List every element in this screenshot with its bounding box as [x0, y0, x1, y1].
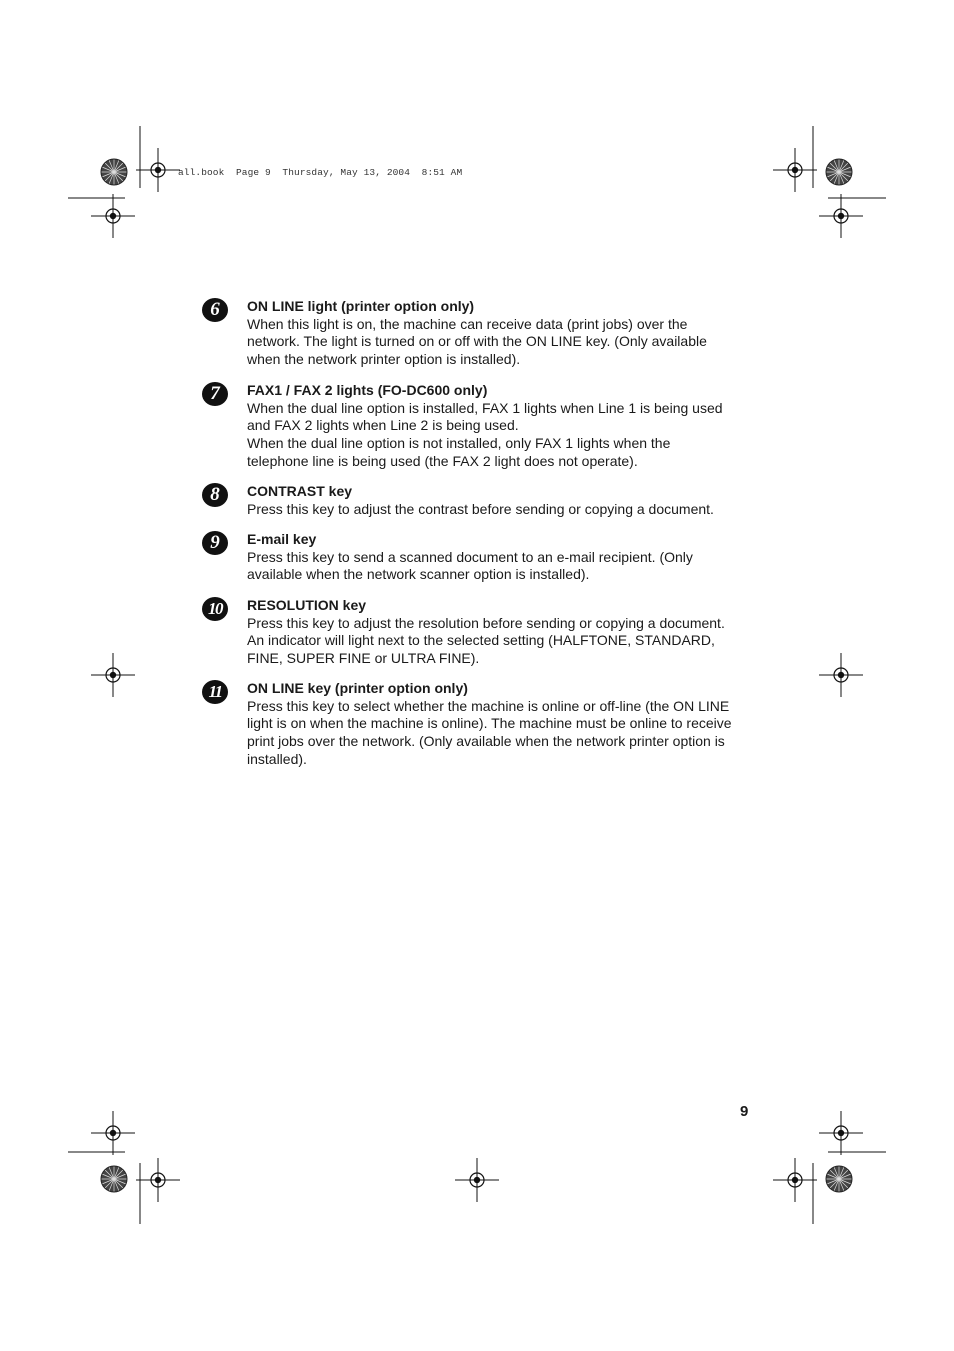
section-title: FAX1 / FAX 2 lights (FO-DC600 only)	[247, 382, 488, 398]
section-email-key	[202, 531, 747, 584]
section-title: CONTRAST key	[247, 483, 353, 499]
number-badge: 10	[202, 597, 228, 621]
body-line: An indicator will light next to the selected setting (HALFTONE, STANDARD,	[247, 632, 715, 649]
section-title: RESOLUTION key	[247, 597, 367, 613]
body-line: Press this key to adjust the contrast before sending or copying a document.	[247, 500, 714, 517]
body-line: installed).	[247, 750, 307, 767]
body-line: FINE, SUPER FINE or ULTRA FINE).	[247, 650, 480, 667]
body-line: When the dual line option is installed, FAX 1 lights when Line 1 is being used	[247, 399, 723, 416]
number-badge: 7	[202, 382, 228, 406]
body-line: print jobs over the network. (Only available when the network printer option is	[247, 733, 725, 750]
section-title: ON LINE light (printer option only)	[247, 298, 475, 314]
body-line: network. The light is turned on or off with the ON LINE key. (Only available	[247, 333, 707, 350]
body-line: Press this key to send a scanned document to an e-mail recipient. (Only	[247, 548, 693, 565]
body-line: When the dual line option is not installed, only FAX 1 lights when the	[247, 435, 671, 452]
number-badge: 8	[202, 483, 228, 507]
body-line: when the network printer option is installed).	[247, 351, 521, 368]
section-online-light	[202, 298, 747, 369]
body-line: When this light is on, the machine can receive data (print jobs) over the	[247, 315, 688, 332]
section-title: E-mail key	[247, 531, 317, 547]
number-badge: 9	[202, 531, 228, 555]
print-header: all.book Page 9 Thursday, May 13, 2004 8:51 AM	[178, 167, 463, 178]
section-contrast-key	[202, 483, 747, 518]
section-resolution-key	[202, 597, 747, 668]
section-title: ON LINE key (printer option only)	[247, 680, 468, 696]
body-line: Press this key to adjust the resolution before sending or copying a document.	[247, 614, 725, 631]
section-fax-lights	[202, 382, 747, 471]
body-line: telephone line is being used (the FAX 2 light does not operate).	[247, 452, 638, 469]
body-line: Press this key to select whether the machine is online or off-line (the ON LINE	[247, 697, 730, 714]
body-line: available when the network scanner option is installed).	[247, 566, 590, 583]
section-online-key	[202, 680, 747, 769]
number-badge: 6	[202, 298, 228, 322]
page-number: 9	[740, 1103, 749, 1120]
number-badge: 11	[202, 680, 228, 704]
body-line: and FAX 2 lights when Line 2 is being used.	[247, 417, 519, 434]
body-line: light is on when the machine is online). The machine must be online to receive	[247, 715, 732, 732]
